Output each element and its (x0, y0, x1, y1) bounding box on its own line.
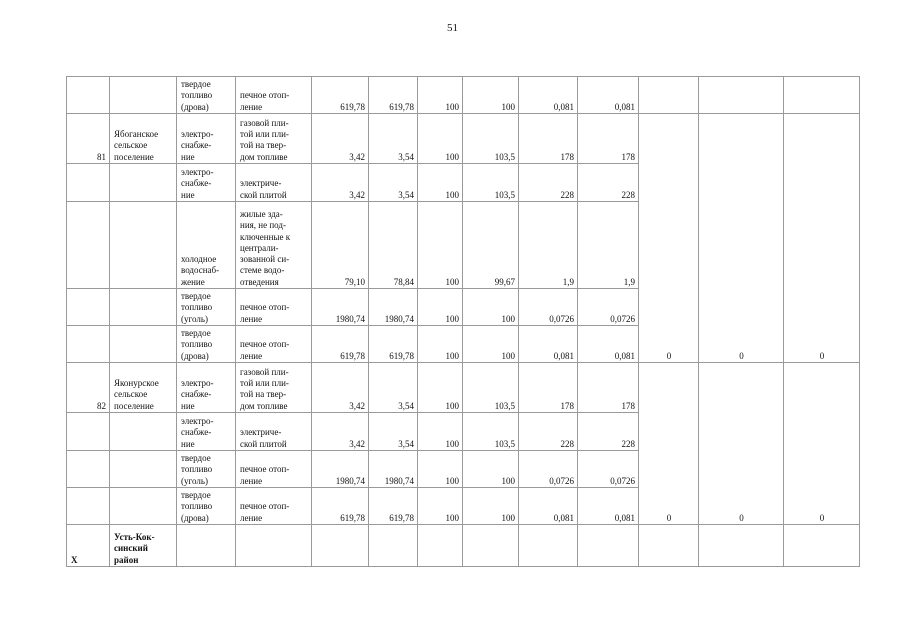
standard-value-1-cell: 3,42 (312, 164, 369, 202)
growth-percent-2-cell: 100 (463, 451, 519, 488)
row-number-cell (67, 488, 110, 525)
growth-percent-1-cell: 100 (418, 114, 463, 164)
standard-value-1-cell: 3,42 (312, 413, 369, 451)
standard-value-2-cell: 3,54 (369, 114, 418, 164)
tariff-2-cell: 178 (578, 114, 639, 164)
standard-value-2-cell: 3,54 (369, 413, 418, 451)
tariff-2-cell: 0,081 (578, 77, 639, 114)
growth-percent-2-cell: 103,5 (463, 164, 519, 202)
utility-resource-cell: электро- снабже- ние (177, 363, 236, 413)
row-number-cell (67, 289, 110, 326)
empty-cell (578, 525, 639, 567)
tariff-2-cell: 178 (578, 363, 639, 413)
standard-value-2-cell: 3,54 (369, 164, 418, 202)
growth-percent-1-cell: 100 (418, 77, 463, 114)
empty-cell (519, 525, 578, 567)
standard-value-2-cell: 1980,74 (369, 289, 418, 326)
empty-cell (699, 525, 784, 567)
utility-resource-cell: твердое топливо (дрова) (177, 326, 236, 363)
tariff-2-cell: 0,081 (578, 488, 639, 525)
summary-value-3-cell: 0 (784, 363, 860, 525)
growth-percent-1-cell: 100 (418, 289, 463, 326)
standard-value-1-cell: 1980,74 (312, 451, 369, 488)
settlement-name-cell (110, 326, 177, 363)
consumption-type-cell: печное отоп- ление (236, 451, 312, 488)
growth-percent-1-cell: 100 (418, 202, 463, 289)
growth-percent-2-cell: 100 (463, 326, 519, 363)
consumption-type-cell: печное отоп- ление (236, 289, 312, 326)
standard-value-2-cell: 619,78 (369, 326, 418, 363)
utility-resource-cell: электро- снабже- ние (177, 114, 236, 164)
summary-value-1-cell: 0 (639, 114, 699, 363)
growth-percent-1-cell: 100 (418, 164, 463, 202)
growth-percent-2-cell: 100 (463, 77, 519, 114)
standard-value-1-cell: 619,78 (312, 326, 369, 363)
standard-value-2-cell: 619,78 (369, 77, 418, 114)
growth-percent-1-cell: 100 (418, 451, 463, 488)
tariff-table (66, 76, 860, 567)
growth-percent-2-cell: 103,5 (463, 114, 519, 164)
growth-percent-1-cell: 100 (418, 363, 463, 413)
standard-value-2-cell: 1980,74 (369, 451, 418, 488)
utility-resource-cell: электро- снабже- ние (177, 413, 236, 451)
district-row (67, 525, 860, 567)
row-number-cell (67, 77, 110, 114)
row-number-cell: 82 (67, 363, 110, 413)
district-number-cell: X (67, 525, 110, 567)
growth-percent-1-cell: 100 (418, 488, 463, 525)
settlement-name-cell: Яконурское сельское поселение (110, 363, 177, 413)
settlement-name-cell (110, 451, 177, 488)
empty-cell (463, 525, 519, 567)
consumption-type-cell: печное отоп- ление (236, 77, 312, 114)
utility-resource-cell: электро- снабже- ние (177, 164, 236, 202)
utility-resource-cell: твердое топливо (дрова) (177, 77, 236, 114)
tariff-2-cell: 0,0726 (578, 451, 639, 488)
table-row (67, 114, 860, 164)
settlement-name-cell (110, 413, 177, 451)
row-number-cell (67, 164, 110, 202)
empty-cell (784, 525, 860, 567)
page-number: 51 (447, 22, 458, 34)
standard-value-1-cell: 79,10 (312, 202, 369, 289)
consumption-type-cell: электриче- ской плитой (236, 164, 312, 202)
tariff-2-cell: 0,081 (578, 326, 639, 363)
tariff-1-cell: 228 (519, 164, 578, 202)
utility-resource-cell: холодное водоснаб- жение (177, 202, 236, 289)
standard-value-2-cell: 619,78 (369, 488, 418, 525)
summary-value-3-cell: 0 (784, 114, 860, 363)
consumption-type-cell: электриче- ской плитой (236, 413, 312, 451)
row-number-cell: 81 (67, 114, 110, 164)
tariff-1-cell: 178 (519, 363, 578, 413)
empty-cell (177, 525, 236, 567)
standard-value-1-cell: 3,42 (312, 114, 369, 164)
consumption-type-cell: газовой пли- той или пли- той на твер- дом топливе (236, 363, 312, 413)
utility-resource-cell: твердое топливо (дрова) (177, 488, 236, 525)
settlement-name-cell (110, 77, 177, 114)
consumption-type-cell: печное отоп- ление (236, 488, 312, 525)
utility-resource-cell: твердое топливо (уголь) (177, 289, 236, 326)
row-number-cell (67, 451, 110, 488)
empty-cell (312, 525, 369, 567)
summary-value-1-cell (639, 77, 699, 114)
growth-percent-2-cell: 103,5 (463, 363, 519, 413)
empty-cell (369, 525, 418, 567)
tariff-1-cell: 0,0726 (519, 289, 578, 326)
row-number-cell (67, 326, 110, 363)
consumption-type-cell: жилые зда- ния, не под- ключенные к централи- зованной си- стеме водо- отведения (236, 202, 312, 289)
row-number-cell (67, 202, 110, 289)
tariff-table-body (67, 77, 860, 567)
growth-percent-2-cell: 103,5 (463, 413, 519, 451)
utility-resource-cell: твердое топливо (уголь) (177, 451, 236, 488)
standard-value-2-cell: 3,54 (369, 363, 418, 413)
growth-percent-2-cell: 100 (463, 289, 519, 326)
growth-percent-1-cell: 100 (418, 413, 463, 451)
standard-value-1-cell: 619,78 (312, 488, 369, 525)
district-name-cell: Усть-Кок- синский район (110, 525, 177, 567)
consumption-type-cell: газовой пли- той или пли- той на твер- дом топливе (236, 114, 312, 164)
settlement-name-cell (110, 202, 177, 289)
tariff-2-cell: 1,9 (578, 202, 639, 289)
standard-value-1-cell: 1980,74 (312, 289, 369, 326)
tariff-1-cell: 228 (519, 413, 578, 451)
growth-percent-2-cell: 100 (463, 488, 519, 525)
growth-percent-1-cell: 100 (418, 326, 463, 363)
summary-value-2-cell (699, 77, 784, 114)
table-row (67, 77, 860, 114)
settlement-name-cell (110, 488, 177, 525)
tariff-2-cell: 228 (578, 164, 639, 202)
empty-cell (639, 525, 699, 567)
standard-value-1-cell: 3,42 (312, 363, 369, 413)
summary-value-2-cell: 0 (699, 114, 784, 363)
settlement-name-cell (110, 164, 177, 202)
growth-percent-2-cell: 99,67 (463, 202, 519, 289)
summary-value-1-cell: 0 (639, 363, 699, 525)
tariff-1-cell: 0,0726 (519, 451, 578, 488)
summary-value-3-cell (784, 77, 860, 114)
empty-cell (236, 525, 312, 567)
row-number-cell (67, 413, 110, 451)
tariff-1-cell: 0,081 (519, 77, 578, 114)
settlement-name-cell: Ябоганское сельское поселение (110, 114, 177, 164)
tariff-1-cell: 178 (519, 114, 578, 164)
standard-value-1-cell: 619,78 (312, 77, 369, 114)
summary-value-2-cell: 0 (699, 363, 784, 525)
tariff-1-cell: 0,081 (519, 326, 578, 363)
tariff-1-cell: 0,081 (519, 488, 578, 525)
standard-value-2-cell: 78,84 (369, 202, 418, 289)
settlement-name-cell (110, 289, 177, 326)
tariff-2-cell: 228 (578, 413, 639, 451)
tariff-1-cell: 1,9 (519, 202, 578, 289)
consumption-type-cell: печное отоп- ление (236, 326, 312, 363)
tariff-2-cell: 0,0726 (578, 289, 639, 326)
table-row (67, 363, 860, 413)
empty-cell (418, 525, 463, 567)
